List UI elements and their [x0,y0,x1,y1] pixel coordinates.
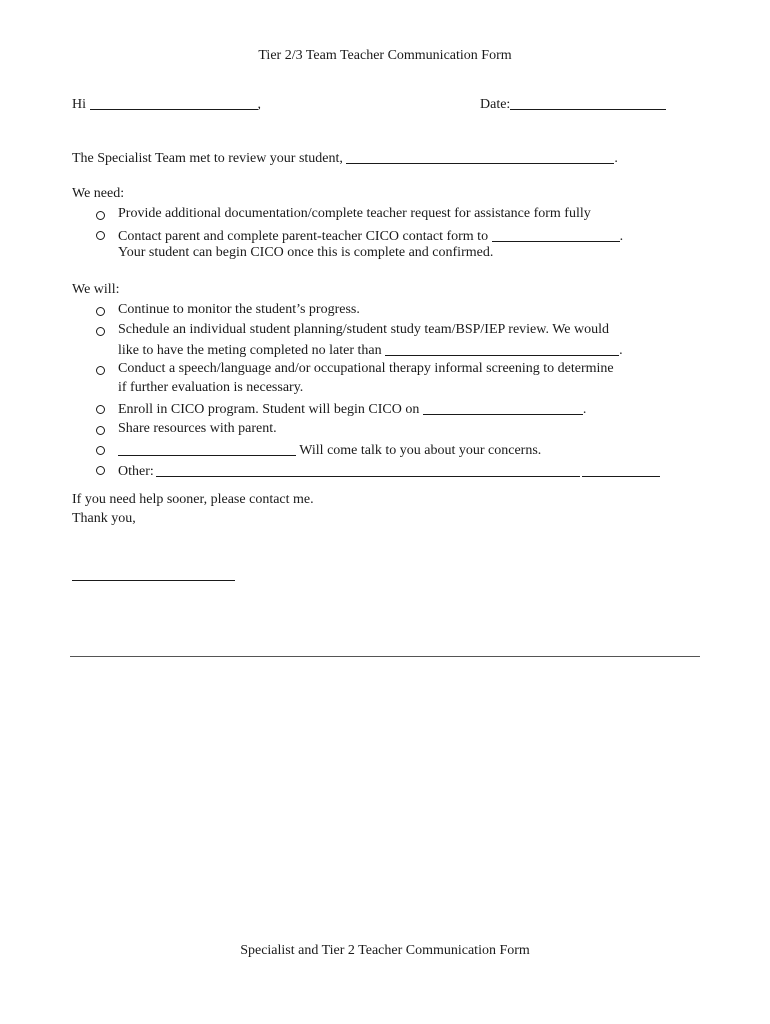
we-will-item-schedule: Schedule an individual student planning/student study team/BSP/IEP review. We would [118,322,610,337]
we-need-heading: We need: [72,186,125,201]
we-will-item-screening-continued: if further evaluation is necessary. [118,380,304,395]
bullet-icon [96,405,105,414]
other-field-extension[interactable] [582,462,660,477]
we-will-item-screening: Conduct a speech/language and/or occupational therapy informal screening to determine [118,361,614,376]
intro-period: . [614,151,618,166]
recipient-name-field[interactable] [90,95,258,110]
closing-thanks-line: Thank you, [72,511,136,526]
we-need-item-1: Provide additional documentation/complete teacher request for assistance form fully [118,206,591,221]
bullet-icon [96,307,105,316]
we-will-item-other [118,462,660,480]
cico-start-date-field[interactable] [423,400,583,415]
form-title: Tier 2/3 Team Teacher Communication Form [258,48,512,63]
we-will-item-cico [118,400,586,418]
bullet-icon [96,231,105,240]
cico-text: Enroll in CICO program. Student will begin CICO on [118,402,420,417]
greeting-line [72,95,261,113]
schedule-deadline-text: like to have the meting completed no later than [118,343,382,358]
we-will-item-resources: Share resources with parent. [118,421,277,436]
talk-text: Will come talk to you about your concerns. [299,443,542,458]
date-field[interactable] [510,95,666,110]
section-divider [70,656,700,657]
footer-title: Specialist and Tier 2 Teacher Communication Form [240,943,530,958]
bullet-icon [96,211,105,220]
date-label: Date: [480,97,511,112]
we-will-heading: We will: [72,282,120,297]
we-will-item-talk [118,441,541,459]
bullet-icon [96,426,105,435]
we-need-item-2 [118,227,623,245]
bullet-icon [96,327,105,336]
bullet-icon [96,366,105,375]
signature-line[interactable] [72,580,235,581]
we-need-item-2-period: . [619,229,624,244]
schedule-period: . [619,343,623,358]
date-line [480,95,666,113]
hi-comma: , [257,97,261,112]
staff-name-field[interactable] [118,441,296,456]
cico-contact-date-field[interactable] [492,227,620,242]
other-field[interactable] [156,462,580,477]
intro-text: The Specialist Team met to review your student, [72,151,343,166]
we-will-item-monitor: Continue to monitor the student’s progress. [118,302,360,317]
review-deadline-field[interactable] [385,341,619,356]
closing-help-line: If you need help sooner, please contact me. [72,492,314,507]
we-need-item-2-text: Contact parent and complete parent-teacher CICO contact form to [118,229,489,244]
student-name-field[interactable] [346,149,614,164]
bullet-icon [96,446,105,455]
we-need-item-2-continued: Your student can begin CICO once this is complete and confirmed. [118,245,494,260]
bullet-icon [96,466,105,475]
we-will-item-schedule-continued [118,341,623,359]
other-label: Other: [118,464,154,479]
intro-line [72,149,618,167]
cico-period: . [582,402,587,417]
hi-label: Hi [72,97,86,112]
